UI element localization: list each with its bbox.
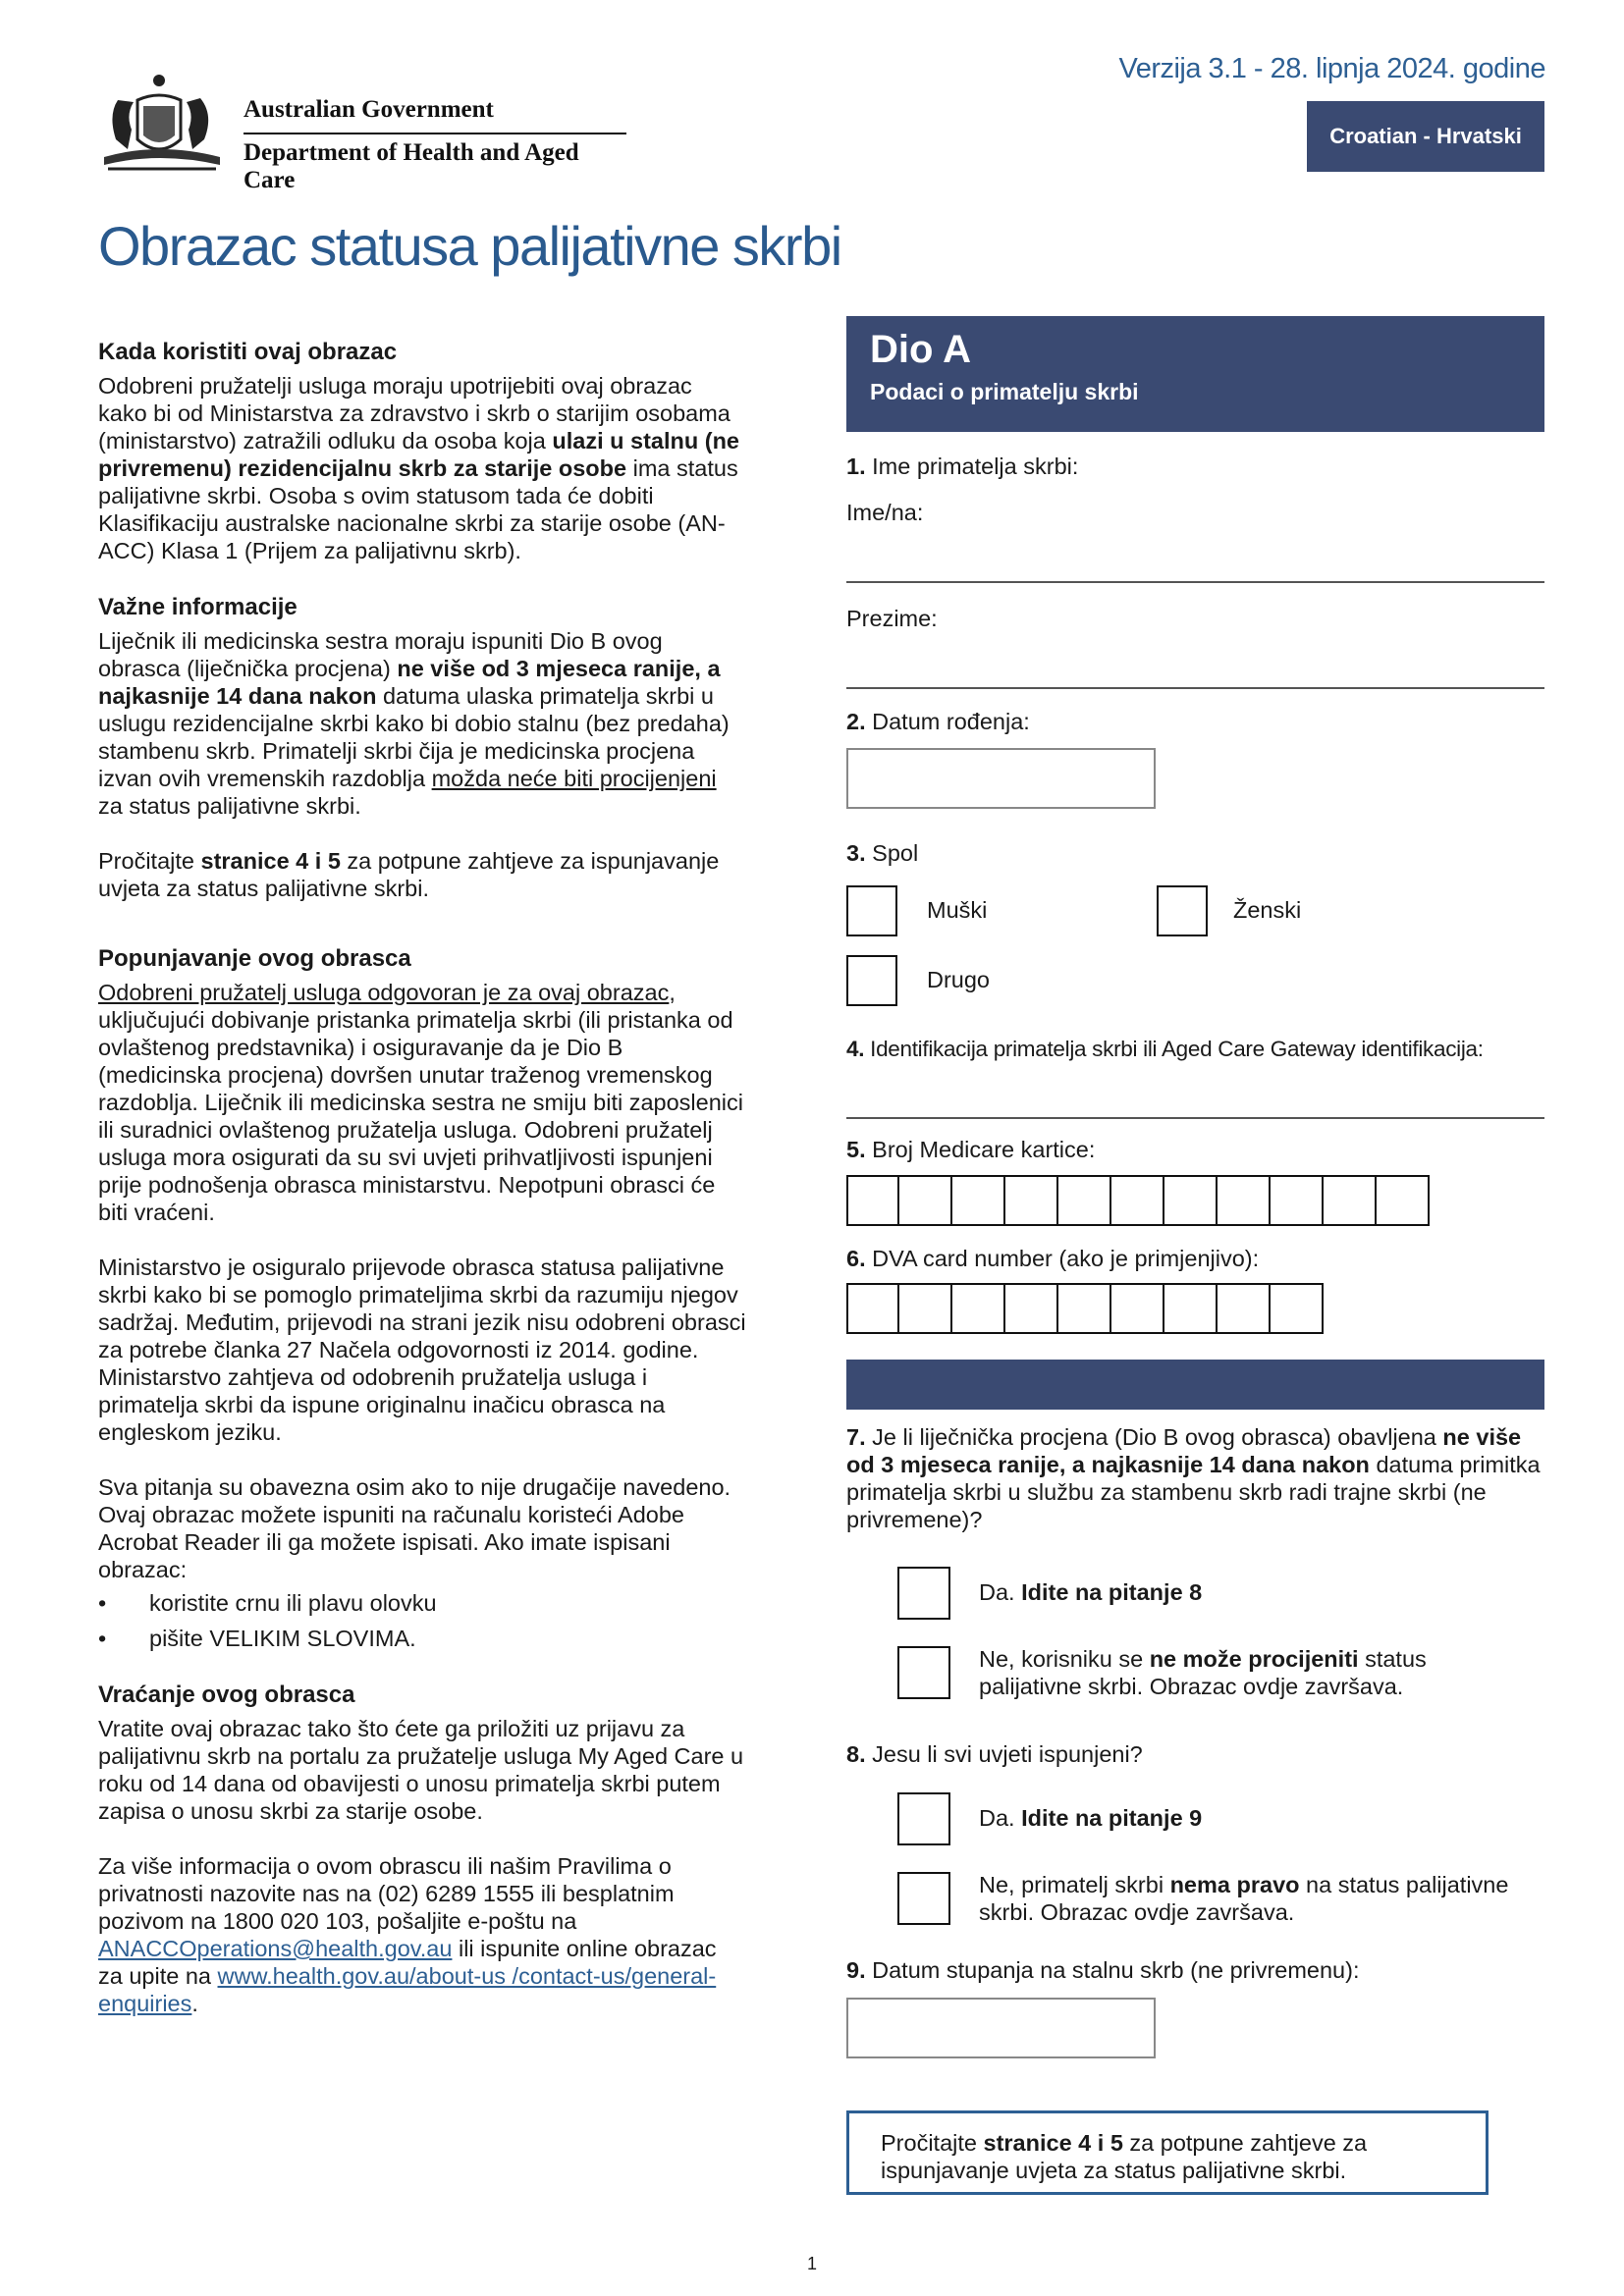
bold-text: Idite na pitanje 8 xyxy=(1021,1579,1203,1605)
language-badge: Croatian - Hrvatski xyxy=(1307,101,1544,172)
section-body xyxy=(98,847,746,902)
text: na status palijativne skrbi. Obrazac ovdje završava. xyxy=(979,1872,1509,1925)
digit-cell[interactable] xyxy=(1111,1283,1164,1334)
requirements-notice xyxy=(846,2110,1489,2195)
q8-yes-label xyxy=(979,1804,1202,1832)
question-number: 3. xyxy=(846,840,866,866)
text: Liječnik ili medicinska sestra moraju ispuniti Dio B ovog obrasca (liječnička procjena) xyxy=(98,628,663,681)
question-number: 1. xyxy=(846,454,866,479)
question-9-label xyxy=(846,1956,1359,1984)
question-number: 6. xyxy=(846,1246,866,1271)
government-logo xyxy=(98,71,628,193)
digit-cell[interactable] xyxy=(846,1175,899,1226)
text: za status palijativne skrbi. xyxy=(98,793,361,819)
dva-number-field[interactable] xyxy=(846,1283,1324,1334)
last-name-label: Prezime: xyxy=(846,606,938,631)
digit-cell[interactable] xyxy=(1271,1175,1324,1226)
first-name-label: Ime/na: xyxy=(846,500,924,525)
question-text: DVA card number (ako je primjenjivo): xyxy=(865,1246,1260,1271)
section-body xyxy=(98,1852,746,2017)
question-5-label xyxy=(846,1136,1095,1163)
digit-cell[interactable] xyxy=(899,1283,952,1334)
digit-cell[interactable] xyxy=(952,1283,1005,1334)
digit-cell[interactable] xyxy=(899,1175,952,1226)
digit-cell[interactable] xyxy=(1218,1175,1271,1226)
question-text: Jesu li svi uvjeti ispunjeni? xyxy=(865,1741,1143,1767)
bold-text: stranice 4 i 5 xyxy=(200,848,341,874)
medicare-number-field[interactable] xyxy=(846,1175,1430,1226)
female-checkbox[interactable] xyxy=(1157,885,1208,936)
digit-cell[interactable] xyxy=(1271,1283,1324,1334)
question-number: 7. xyxy=(846,1424,866,1450)
text: ili ispunite online obrazac za upite na xyxy=(98,1936,717,1989)
first-name-field[interactable] xyxy=(846,581,1544,583)
digit-cell[interactable] xyxy=(952,1175,1005,1226)
question-text: Datum stupanja na stalnu skrb (ne privremenu): xyxy=(865,1957,1360,1983)
question-text: Spol xyxy=(865,840,919,866)
digit-cell[interactable] xyxy=(1111,1175,1164,1226)
version-label: Verzija 3.1 - 28. lipnja 2024. godine xyxy=(1118,53,1545,84)
text: . xyxy=(191,1991,198,2016)
text: Pročitajte xyxy=(98,848,201,874)
text: , uključujući dobivanje pristanka primatelja skrbi (ili pristanka od ovlaštenog predstavnika) i osiguravanje da je Dio B (medicinska procjena) dovršen unutar traženog vremenskog razdoblja. Liječnik ili medicinska sestra ne smiju biti zaposlenici ili suradnici ovlaštenog pružatelja usluga. Odobreni pružatelj usluga mora osigurati da su svi uvjeti prihvatljivosti ispunjeni prije podnošenja obrasca ministarstvu. Nepotpuni obrasci će biti vraćeni. xyxy=(98,980,743,1225)
text: Ne, korisniku se xyxy=(979,1646,1150,1672)
question-text: Je li liječnička procjena (Dio B ovog obrasca) obavljena xyxy=(865,1424,1443,1450)
digit-cell[interactable] xyxy=(1058,1283,1111,1334)
bold-text: ne može procijeniti xyxy=(1149,1646,1359,1672)
male-checkbox[interactable] xyxy=(846,885,897,936)
other-gender-checkbox[interactable] xyxy=(846,955,897,1006)
section-body xyxy=(98,372,746,564)
section-body xyxy=(98,979,746,1226)
q8-no-checkbox[interactable] xyxy=(897,1872,950,1925)
section-body: Sva pitanja su obavezna osim ako to nije drugačije navedeno. Ovaj obrazac možete ispuniti na računalu koristeći Adobe Acrobat Reader ili ga možete ispisati. Ako imate ispisani obrazac: xyxy=(98,1474,731,1582)
male-label: Muški xyxy=(927,897,988,923)
bold-text: ne više od 3 mjeseca ranije, a najkasnije 14 dana nakon xyxy=(98,656,721,709)
text: ima status palijativne skrbi. Osoba s ovim statusom tada će dobiti Klasifikaciju australske nacionalne skrbi za starije osobe (AN-ACC) Klasa 1 (Prijem za palijativnu skrb). xyxy=(98,455,738,563)
bold-text: stranice 4 i 5 xyxy=(983,2130,1123,2156)
q8-yes-checkbox[interactable] xyxy=(897,1792,950,1845)
part-a-subtitle: Podaci o primatelju skrbi xyxy=(870,379,1139,404)
list-item: • pišite VELIKIM SLOVIMA. xyxy=(98,1625,746,1652)
section-heading: Kada koristiti ovaj obrazac xyxy=(98,339,398,365)
bullet-list xyxy=(98,1589,746,1652)
bold-text: nema pravo xyxy=(1169,1872,1300,1897)
text: za potpune zahtjeve za ispunjavanje uvjeta za status palijativne skrbi. xyxy=(98,848,720,901)
section-heading: Vraćanje ovog obrasca xyxy=(98,1682,355,1708)
digit-cell[interactable] xyxy=(1377,1175,1430,1226)
bold-text: ulazi u stalnu (ne privremenu) rezidencijalnu skrb za starije osobe xyxy=(98,428,740,481)
page-number: 1 xyxy=(806,2254,817,2273)
government-name: Australian Government xyxy=(244,96,494,123)
underlined-text: Odobreni pružatelj usluga odgovoran je za ovaj obrazac xyxy=(98,980,670,1005)
question-3-label xyxy=(846,839,918,867)
section-returning-form xyxy=(98,1682,746,2017)
text: za potpune zahtjeve za ispunjavanje uvjeta za status palijativne skrbi. xyxy=(881,2130,1368,2183)
bold-text: Idite na pitanje 9 xyxy=(1021,1805,1203,1831)
digit-cell[interactable] xyxy=(1058,1175,1111,1226)
question-7-label xyxy=(846,1423,1544,1533)
q8-no-label xyxy=(979,1871,1553,1926)
section-completing-form xyxy=(98,945,746,1652)
part-a-header xyxy=(846,316,1544,432)
question-8-label xyxy=(846,1740,1143,1768)
digit-cell[interactable] xyxy=(846,1283,899,1334)
text: Pročitajte xyxy=(881,2130,984,2156)
question-4-label xyxy=(846,1036,1484,1063)
page-title: Obrazac statusa palijativne skrbi xyxy=(98,215,841,277)
q7-yes-checkbox[interactable] xyxy=(897,1567,950,1620)
question-text: Identifikacija primatelja skrbi ili Aged Care Gateway identifikacija: xyxy=(864,1037,1484,1061)
text: Za više informacija o ovom obrascu ili našim Pravilima o privatnosti nazovite nas na (02) 6289 1555 ili besplatnim pozivom na 1800 020 103, pošaljite e-poštu na xyxy=(98,1853,675,1934)
part-a-title: Dio A xyxy=(870,328,971,371)
website-link[interactable]: www.health.gov.au/about-us /contact-us/general- enquiries xyxy=(98,1963,717,2016)
text: Da. xyxy=(979,1579,1022,1605)
logo-divider xyxy=(244,133,626,134)
section-heading: Važne informacije xyxy=(98,594,298,620)
coat-of-arms-icon xyxy=(98,71,236,179)
entry-date-field[interactable] xyxy=(846,1998,1156,2058)
question-text: Broj Medicare kartice: xyxy=(865,1137,1096,1162)
question-number: 8. xyxy=(846,1741,866,1767)
section-important-info xyxy=(98,594,746,902)
bold-text: ne više od 3 mjeseca ranije, a najkasnije 14 dana nakon xyxy=(846,1424,1522,1477)
female-label: Ženski xyxy=(1233,897,1302,923)
section-heading: Popunjavanje ovog obrasca xyxy=(98,945,411,972)
section-body: Ministarstvo je osiguralo prijevode obrasca statusa palijativne skrbi kako bi se pomoglo primateljima skrbi da razumiju njegov sadržaj. Međutim, prijevodi na strani jezik nisu odobreni obrasci za potrebe članka 27 Načela odgovornosti iz 2014. godine. Ministarstvo zahtjeva od odobrenih pružatelja usluga i primatelja skrbi da ispune originalnu inačicu obrasca na engleskom jeziku. xyxy=(98,1255,746,1445)
question-number: 5. xyxy=(846,1137,866,1162)
department-name: Department of Health and Aged Care xyxy=(244,139,579,193)
digit-cell[interactable] xyxy=(1005,1283,1058,1334)
question-number: 2. xyxy=(846,709,866,734)
list-item: • koristite crnu ili plavu olovku xyxy=(98,1589,746,1617)
section-body xyxy=(98,627,746,820)
last-name-field[interactable] xyxy=(846,687,1544,689)
section-body: Vratite ovaj obrazac tako što ćete ga priložiti uz prijavu za palijativnu skrb na portalu za pružatelje usluga My Aged Care u roku od 14 dana od obavijesti o unosu primatelja skrbi putem zapisa o unosu skrbi za starije osobe. xyxy=(98,1716,744,1824)
care-recipient-id-field[interactable] xyxy=(846,1117,1544,1119)
question-1-label xyxy=(846,453,1078,480)
question-text: Ime primatelja skrbi: xyxy=(865,454,1079,479)
question-text: datuma primitka primatelja skrbi u službu za stambenu skrb radi trajne skrbi (ne privremene)? xyxy=(846,1452,1541,1532)
digit-cell[interactable] xyxy=(1005,1175,1058,1226)
underlined-text: možda neće biti procijenjeni xyxy=(431,766,717,791)
question-text: Datum rođenja: xyxy=(865,709,1030,734)
text: Da. xyxy=(979,1805,1022,1831)
section-divider-band xyxy=(846,1360,1544,1410)
question-6-label xyxy=(846,1245,1259,1272)
question-2-label xyxy=(846,708,1030,735)
q7-no-label xyxy=(979,1645,1529,1700)
date-of-birth-field[interactable] xyxy=(846,748,1156,809)
other-gender-label: Drugo xyxy=(927,967,991,992)
email-link[interactable]: ANACCOperations@health.gov.au xyxy=(98,1936,453,1961)
section-when-to-use xyxy=(98,339,746,564)
digit-cell[interactable] xyxy=(1164,1283,1218,1334)
instructions-column xyxy=(98,339,746,2047)
q7-yes-label xyxy=(979,1578,1202,1606)
text: Ne, primatelj skrbi xyxy=(979,1872,1170,1897)
text: datuma ulaska primatelja skrbi u uslugu rezidencijalne skrbi kako bi dobio stalnu (bez predaha) stambenu skrb. Primatelji skrbi čija je medicinska procjena izvan ovih vremenskih razdoblja xyxy=(98,683,730,791)
digit-cell[interactable] xyxy=(1324,1175,1377,1226)
question-number: 4. xyxy=(846,1037,865,1061)
text: status palijativne skrbi. Obrazac ovdje završava. xyxy=(979,1646,1427,1699)
digit-cell[interactable] xyxy=(1218,1283,1271,1334)
text: Odobreni pružatelji usluga moraju upotrijebiti ovaj obrazac kako bi od Ministarstva za zdravstvo i skrb o starijim osobama (ministarstvo) zatražili odluku da osoba koja xyxy=(98,373,731,454)
question-number: 9. xyxy=(846,1957,866,1983)
q7-no-checkbox[interactable] xyxy=(897,1646,950,1699)
digit-cell[interactable] xyxy=(1164,1175,1218,1226)
